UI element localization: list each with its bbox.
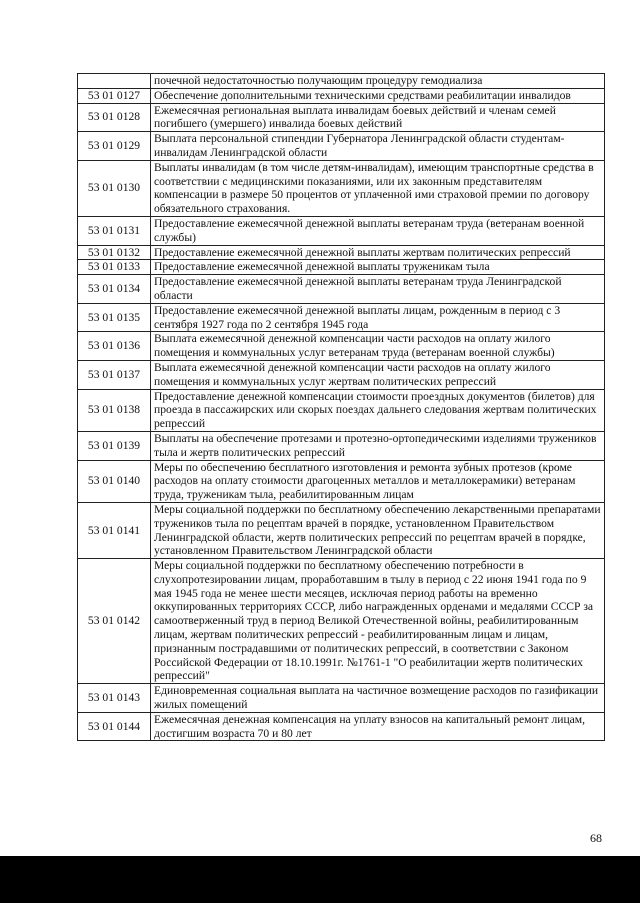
table-row	[78, 712, 605, 741]
budget-code-cell: 53 01 0138	[78, 389, 151, 431]
budget-code-cell: 53 01 0133	[78, 260, 151, 275]
scan-bottom-border	[0, 856, 640, 903]
description-cell: Предоставление ежемесячной денежной выплаты жертвам политических репрессий	[151, 245, 605, 260]
budget-code-cell: 53 01 0144	[78, 712, 151, 741]
description-cell: Выплата ежемесячной денежной компенсации части расходов на оплату жилого помещения и коммунальных услуг ветеранам труда (ветеранам военной службы)	[151, 332, 605, 361]
budget-code-cell: 53 01 0129	[78, 132, 151, 161]
description-cell: Меры социальной поддержки по бесплатному обеспечению лекарственными препаратами тружеников тыла по рецептам врачей в порядке, установленном Правительством Ленинградской области, жертв политических репрессий по рецептам врачей в порядке, установленном Правительством Ленинградской области	[151, 502, 605, 558]
table-row	[78, 303, 605, 332]
budget-code-table	[77, 73, 605, 741]
description-cell: Ежемесячная денежная компенсация на уплату взносов на капитальный ремонт лицам, достигшим возраста 70 и 80 лет	[151, 712, 605, 741]
budget-code-cell: 53 01 0132	[78, 245, 151, 260]
table-row	[78, 216, 605, 245]
description-cell: Обеспечение дополнительными техническими средствами реабилитации инвалидов	[151, 88, 605, 103]
table-row	[78, 88, 605, 103]
budget-code-cell: 53 01 0135	[78, 303, 151, 332]
description-cell: Предоставление ежемесячной денежной выплаты ветеранам труда (ветеранам военной службы)	[151, 216, 605, 245]
budget-code-cell: 53 01 0130	[78, 160, 151, 216]
table-row	[78, 160, 605, 216]
description-cell: Меры по обеспечению бесплатного изготовления и ремонта зубных протезов (кроме расходов на оплату стоимости драгоценных металлов и металлокерамики) ветеранам труда, труженикам тыла, реабилитированным лицам	[151, 460, 605, 502]
table-row	[78, 103, 605, 132]
description-cell: Выплата ежемесячной денежной компенсации части расходов на оплату жилого помещения и коммунальных услуг жертвам политических репрессий	[151, 360, 605, 389]
budget-code-cell: 53 01 0141	[78, 502, 151, 558]
description-cell: Предоставление денежной компенсации стоимости проездных документов (билетов) для проезда в пассажирских или скорых поездах дальнего следования жертвам политических репрессий	[151, 389, 605, 431]
table-row	[78, 684, 605, 713]
page-number: 68	[590, 831, 602, 845]
table-row	[78, 132, 605, 161]
table-row	[78, 275, 605, 304]
table-row	[78, 559, 605, 684]
budget-code-cell: 53 01 0139	[78, 431, 151, 460]
table-row	[78, 389, 605, 431]
description-cell: Меры социальной поддержки по бесплатному обеспечению потребности в слухопротезировании лицам, проработавшим в тылу в период с 22 июня 1941 года по 9 мая 1945 года не менее шести месяцев, исключая период работы на временно оккупированных территориях СССР, либо награжденных орденами и медалями СССР за самоотверженный труд в период Великой Отечественной войны, реабилитированным лицам, жертвам политических репрессий - реабилитированным лицам и лицам, признанным пострадавшими от политических репрессий, в соответствии с Законом Российской Федерации от 18.10.1991г. №1761-1 "О реабилитации жертв политических репрессий"	[151, 559, 605, 684]
table-row	[78, 360, 605, 389]
table-row	[78, 431, 605, 460]
description-cell: Предоставление ежемесячной денежной выплаты ветеранам труда Ленинградской области	[151, 275, 605, 304]
budget-code-cell: 53 01 0142	[78, 559, 151, 684]
table-row	[78, 332, 605, 361]
table-row	[78, 460, 605, 502]
table-row	[78, 245, 605, 260]
table-row	[78, 502, 605, 558]
description-cell: Предоставление ежемесячной денежной выплаты лицам, рожденным в период с 3 сентября 1927 года по 2 сентября 1945 года	[151, 303, 605, 332]
description-cell: Единовременная социальная выплата на частичное возмещение расходов по газификации жилых помещений	[151, 684, 605, 713]
description-cell: почечной недостаточностью получающим процедуру гемодиализа	[151, 74, 605, 89]
budget-code-cell	[78, 74, 151, 89]
budget-code-cell: 53 01 0140	[78, 460, 151, 502]
budget-code-cell: 53 01 0131	[78, 216, 151, 245]
budget-code-cell: 53 01 0143	[78, 684, 151, 713]
table-row	[78, 260, 605, 275]
description-cell: Выплата персональной стипендии Губернатора Ленинградской области студентам-инвалидам Ленинградской области	[151, 132, 605, 161]
budget-code-cell: 53 01 0136	[78, 332, 151, 361]
description-cell: Предоставление ежемесячной денежной выплаты труженикам тыла	[151, 260, 605, 275]
budget-code-cell: 53 01 0137	[78, 360, 151, 389]
description-cell: Ежемесячная региональная выплата инвалидам боевых действий и членам семей погибшего (умершего) инвалида боевых действий	[151, 103, 605, 132]
budget-code-cell: 53 01 0128	[78, 103, 151, 132]
description-cell: Выплаты на обеспечение протезами и протезно-ортопедическими изделиями тружеников тыла и жертв политических репрессий	[151, 431, 605, 460]
table-row	[78, 74, 605, 89]
description-cell: Выплаты инвалидам (в том числе детям-инвалидам), имеющим транспортные средства в соответствии с медицинскими показаниями, или их законным представителям компенсации в размере 50 процентов от уплаченной ими страховой премии по договору обязательного страхования.	[151, 160, 605, 216]
budget-code-cell: 53 01 0127	[78, 88, 151, 103]
budget-code-cell: 53 01 0134	[78, 275, 151, 304]
